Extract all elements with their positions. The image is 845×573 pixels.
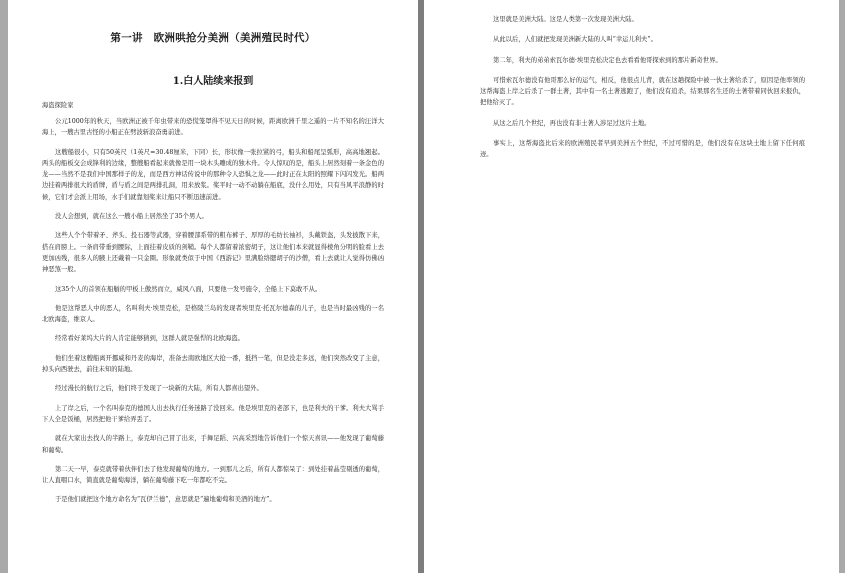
paragraph: 这些人个个带着矛、斧头、投石器等武器，穿着腰部系带的粗布裤子、厚厚的毛纺长袖衫，头戴铁盔，头发披散下来，搭在肩膀上。一条肩带垂到腰际，上面挂着皮质的剑鞘。每个人都留着浓密胡子，这让他们本来就显得棱角分明的脸看上去更加凶残，很多人的腋上还戴着一只金圈。形象就类似于中国《西游记》里满脸络腮胡子的沙僧，看上去就让人觉得仿佛凶神恶煞一般。 xyxy=(42,232,384,274)
section-title: 1.白人陆续来报到 xyxy=(172,76,254,87)
paragraph: 从此以后，人们就把发现美洲新大陆的人叫“幸运儿利夫”。 xyxy=(493,36,657,44)
paragraph: 这里就是美洲大陆。这是人类第一次发现美洲大陆。 xyxy=(493,16,638,23)
paragraph: 公元1000年的秋天，当欧洲正被千年虫带来的恐慌笼罩得不见天日的时候，距离欧洲千里之遥的一片不知名的汪洋大海上，一艘古里古怪的小船正在劈波斩浪奋勇前进。 xyxy=(42,118,384,137)
paragraph: 经常看好莱坞大片的人肯定能够猜到，这群人就是强悍的北欧海盗。 xyxy=(55,335,244,343)
paragraph: 他是这帮恶人中的恶人，名叫利夫·埃里克松，是格陵兰岛的发现者埃里克·托瓦尔德森的儿子，也是当时最凶残的一名北欧海盗，维京人。 xyxy=(42,304,384,324)
paragraph: 这35个人的首领在船艏的甲板上傲然而立，威风八面，只要他一发号施令，全船上下莫敢不从。 xyxy=(55,285,322,293)
subheading: 海盗探险家 xyxy=(42,102,74,109)
paragraph: 第二天一早，泰克就带着伙伴们去了他发现葡萄的地方。一到那儿之后，所有人都惊呆了：到处挂着晶莹剔透的葡萄，让人直咽口水，简直就是葡萄海洋，躺在葡萄藤下吃一年都吃不完。 xyxy=(42,465,384,485)
paragraph: 从这之后几个世纪，再也没有非土著人涉足过这片土地。 xyxy=(493,119,651,127)
paragraph: 事实上，这帮海盗比后来的欧洲殖民者早到美洲五个世纪，不过可惜的是，他们没有在这块土地上留下任何痕迹。 xyxy=(480,140,805,159)
paragraph: 可惜索瓦尔德没有他哥那么好的运气，相反，他很点儿背，就在这趟探险中被一伙土著给杀了，原因是他率领的这帮海盗上岸之后杀了一群土著，其中有一名土著逃跑了，他们没有追杀，结果那名生还的土著带着同伙回来报仇，把他给灭了。 xyxy=(480,76,805,107)
paragraph: 就在大家出去找人的半路上，泰克却自己冒了出来，手舞足蹈、兴高采烈地告诉他们一个惊天喜讯——他发现了葡萄藤和葡萄。 xyxy=(42,435,384,454)
paragraph: 第二年，利夫的弟弟索瓦尔德·埃里克松决定也去看看他哥探索到的那片新奇世界。 xyxy=(493,56,722,64)
right-page xyxy=(424,0,839,573)
paragraph: 他们坐着这艘船离开挪威和丹麦的海岸，准备去南欧地区大抢一番，抵挡一笔，但是没走多远，他们突然改变了主意，掉头向西驶去，前往未知的陆地。 xyxy=(42,354,384,374)
paragraph: 经过漫长的航行之后，他们终于发现了一块新的大陆，所有人都喜出望外。 xyxy=(55,385,263,393)
paragraph: 上了岸之后，一个名叫泰克的德国人出去执行任务迷路了没回来。他是埃里克的老部下，也是利夫的干爹。利夫大骂手下人全是饭桶，居然把他干爹给弄丢了。 xyxy=(42,404,384,423)
left-page xyxy=(8,0,418,573)
paragraph: 这艘船很小，只有50英尺（1英尺=30.48厘米，下同）长，形状像一张拉紧的弓，船头和船尾呈弧形，高高地翘起。两头的船板交会成锋利的边缘，整艘船看起来就像是用一块木头雕成的独木舟。令人惊叹的是，船头上居然刻着一条金色的龙——当然不是我们中国那样子的龙，而是西方神话传说中的那种令人恐惧之龙——此时正在太阳的照耀下闪闪发光。船两边挂着两排很大的盾牌，盾与盾之间是两排孔洞，用来放浆。桨平时一动不动躺在船底，没什么用处，只有当风平浪静的时候，它们才会派上用场，水手们就靠划桨来让船只不断迅速前进。 xyxy=(42,148,384,201)
chapter-title: 第一讲 欧洲哄抢分美洲（美洲殖民时代） xyxy=(110,32,316,44)
paragraph: 没人会想到，就在这么一艘小船上居然坐了35个男人。 xyxy=(55,213,208,221)
paragraph: 于是他们就把这个地方命名为“瓦伊兰德”，意思就是“遍地葡萄和美酒的地方”。 xyxy=(55,496,276,504)
